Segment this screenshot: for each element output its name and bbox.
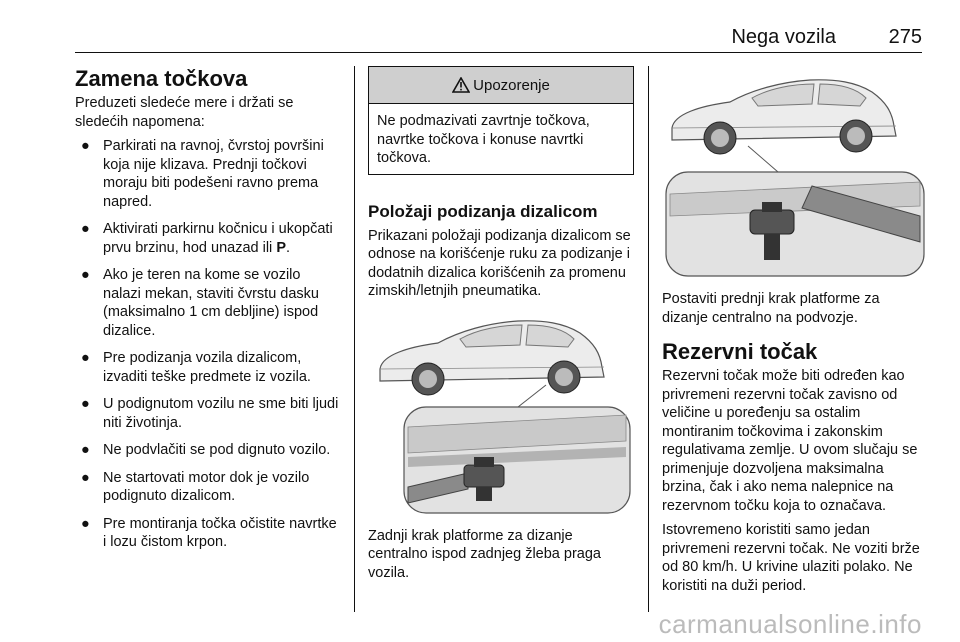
bullet-icon: ● — [81, 221, 90, 237]
rear-lift-caption: Zadnji krak platforme za dizanje centralno ispod zadnjeg žleba praga vozila. — [368, 527, 601, 581]
front-lift-caption: Postaviti prednji krak platforme za dizanje centralno na podvozje. — [662, 291, 880, 326]
list-item: ● Aktivirati parkirnu kočnicu i ukopčati prvu brzinu, hod unazad ili P. — [81, 221, 333, 256]
page-header — [75, 26, 922, 50]
spare-wheel-paragraph-2: Istovremeno koristiti samo jedan privremeni rezervni točak. Ne voziti brže od 80 km/h. U krivine ulaziti polako. Ne koristiti na duži period. — [662, 522, 920, 594]
column-3 — [662, 66, 928, 601]
watermark-text: carmanualsonline.info — [658, 609, 922, 639]
heading-jacking-points: Položaji podizanja dizalicom — [368, 201, 598, 221]
list-item: ● Ne podvlačiti se pod dignuto vozilo. — [81, 442, 331, 458]
warning-title: Upozorenje — [473, 76, 550, 94]
spare-wheel-paragraph-1: Rezervni točak može biti određen kao privremeni rezervni točak zavisno od veličine u poređenju sa ostalim montiranim točkovima i zakonskim regulativama zemlje. U ovom slučaju se primenjuje dozvoljena maksimalna brzina, čak i ako nema nalepnice na rezervnom točku koja to označava. — [662, 368, 918, 514]
list-item: ● Pre podizanja vozila dizalicom, izvaditi teške predmete iz vozila. — [81, 350, 311, 385]
rear-lift-point-illustration — [368, 307, 632, 517]
bullet-icon: ● — [81, 442, 90, 458]
bullet-icon: ● — [81, 138, 90, 154]
list-item: ● Parkirati na ravnoj, čvrstoj površini koja nije klizava. Prednji točkovi moraju biti podešeni ravno prema napred. — [81, 138, 324, 210]
warning-triangle-icon — [452, 77, 470, 93]
bullet-icon: ● — [81, 396, 90, 412]
list-item: ● U podignutom vozilu ne sme biti ljudi niti životinja. — [81, 396, 339, 431]
bullet-icon: ● — [81, 515, 90, 532]
jacking-paragraph: Prikazani položaji podizanja dizalicom se odnose na korišćenje ruku za podizanje i dodatnih dizalica korišćenih za promenu zimskih/letnjih pneumatika. — [368, 227, 631, 299]
list-item: ● Ako je teren na kome se vozilo nalazi mekan, staviti čvrstu dasku (maksimalno 1 cm debljine) ispod dizalice. — [81, 267, 319, 339]
bullet-icon: ● — [81, 469, 90, 486]
heading-tire-change: Zamena točkova — [75, 66, 248, 91]
section-title: Nega vozila — [731, 26, 836, 48]
column-divider-2 — [648, 66, 649, 612]
list-item: ● Pre montiranja točka očistite navrtke i lozu čistom krpon. — [81, 515, 337, 550]
column-2 — [368, 66, 634, 588]
page-number: 275 — [888, 26, 922, 48]
list-item: ● Ne startovati motor dok je vozilo podignuto dizalicom. — [81, 469, 310, 504]
bullet-icon: ● — [81, 350, 90, 366]
front-lift-point-illustration — [662, 66, 928, 280]
gear-letter: P — [276, 239, 286, 256]
intro-text: Preduzeti sledeće mere i držati se sledećih napomena: — [75, 95, 294, 130]
column-divider-1 — [354, 66, 355, 612]
precautions-list — [75, 137, 341, 552]
header-rule — [75, 52, 922, 53]
warning-text: Ne podmazivati zavrtnje točkova, navrtke točkova i konuse navrtki točkova. — [377, 113, 590, 166]
column-1 — [75, 66, 341, 561]
warning-header — [369, 67, 633, 104]
heading-spare-wheel: Rezervni točak — [662, 339, 818, 364]
bullet-icon: ● — [81, 267, 90, 283]
warning-box — [368, 66, 634, 175]
